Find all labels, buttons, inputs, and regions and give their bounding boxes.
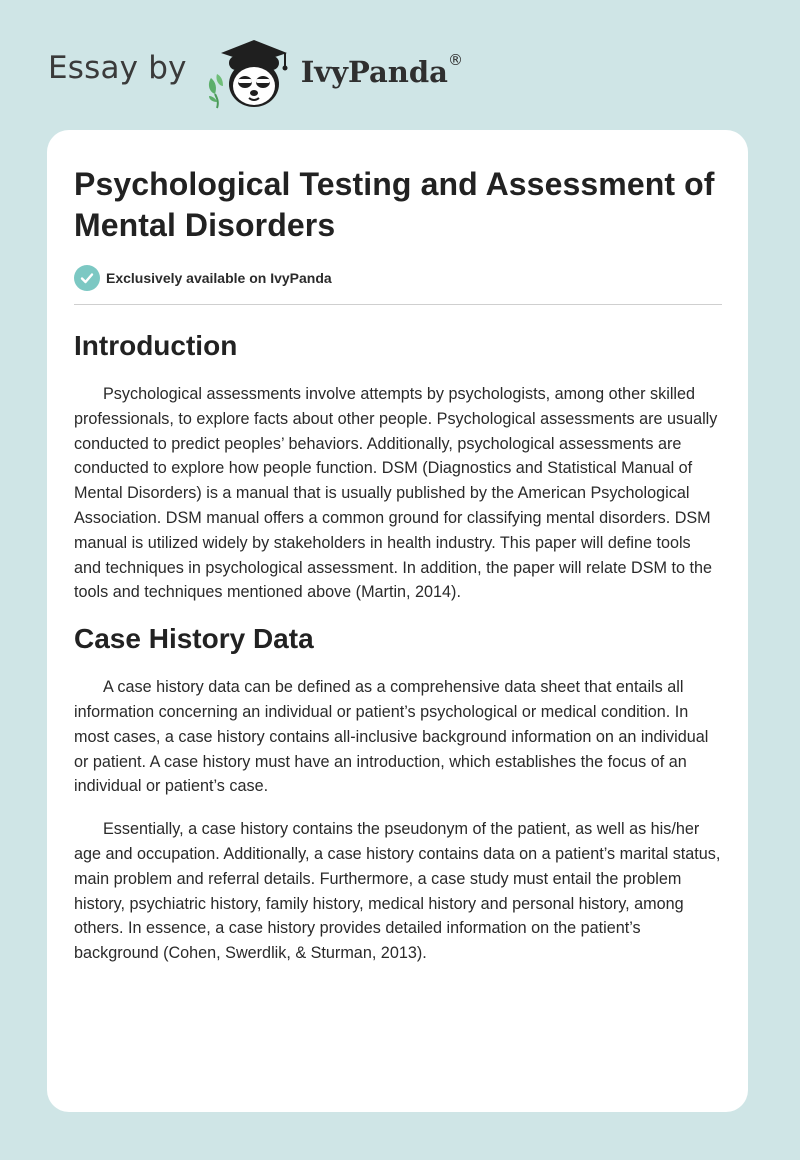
paragraph: Psychological assessments involve attempts by psychologists, among other skilled professionals, to explore facts about other people. Psychological assessments are usually conducted to predict peoples’ behaviors. Additionally, psychological assessments are conducted to explore how people function. DSM (Diagnostics and Statistical Manual of Mental Disorders) is a manual that is usually published by the American Psychological Association. DSM manual offers a common ground for classifying mental disorders. DSM manual is utilized widely by stakeholders in health industry. This paper will define tools and techniques in psychological assessment. In addition, the paper will relate DSM to the tools and techniques mentioned above (Martin, 2014). — [74, 385, 718, 602]
site-header — [48, 34, 463, 114]
exclusive-badge-text: Exclusively available on IvyPanda — [106, 270, 332, 286]
divider — [74, 304, 722, 305]
section-heading-case-history: Case History Data — [74, 623, 314, 655]
essay-card — [47, 130, 748, 1112]
panda-graduation-cap-icon[interactable] — [205, 36, 295, 112]
essay-title: Psychological Testing and Assessment of Mental Disorders — [74, 166, 715, 243]
brand-name[interactable]: IvyPanda® — [300, 51, 463, 89]
paragraph: Essentially, a case history contains the pseudonym of the patient, as well as his/her age and occupation. Additionally, a case history contains data on a patient’s marital status, main problem and referral details. Furthermore, a case study must entail the problem history, psychiatric history, family history, medical history and personal history, among others. In essence, a case history provides detailed information on the patient’s background (Cohen, Swerdlik, & Sturman, 2013). — [74, 820, 721, 963]
exclusive-badge — [74, 264, 722, 292]
essay-by-label: Essay by — [48, 50, 187, 86]
check-icon — [74, 265, 100, 291]
section-heading-introduction: Introduction — [74, 330, 238, 361]
paragraph: A case history data can be defined as a comprehensive data sheet that entails all information concerning an individual or patient’s psychological or medical condition. In most cases, a case history contains all-inclusive background information on an individual or patient. A case history must have an introduction, which establishes the focus of an individual or patient’s case. — [74, 678, 709, 796]
